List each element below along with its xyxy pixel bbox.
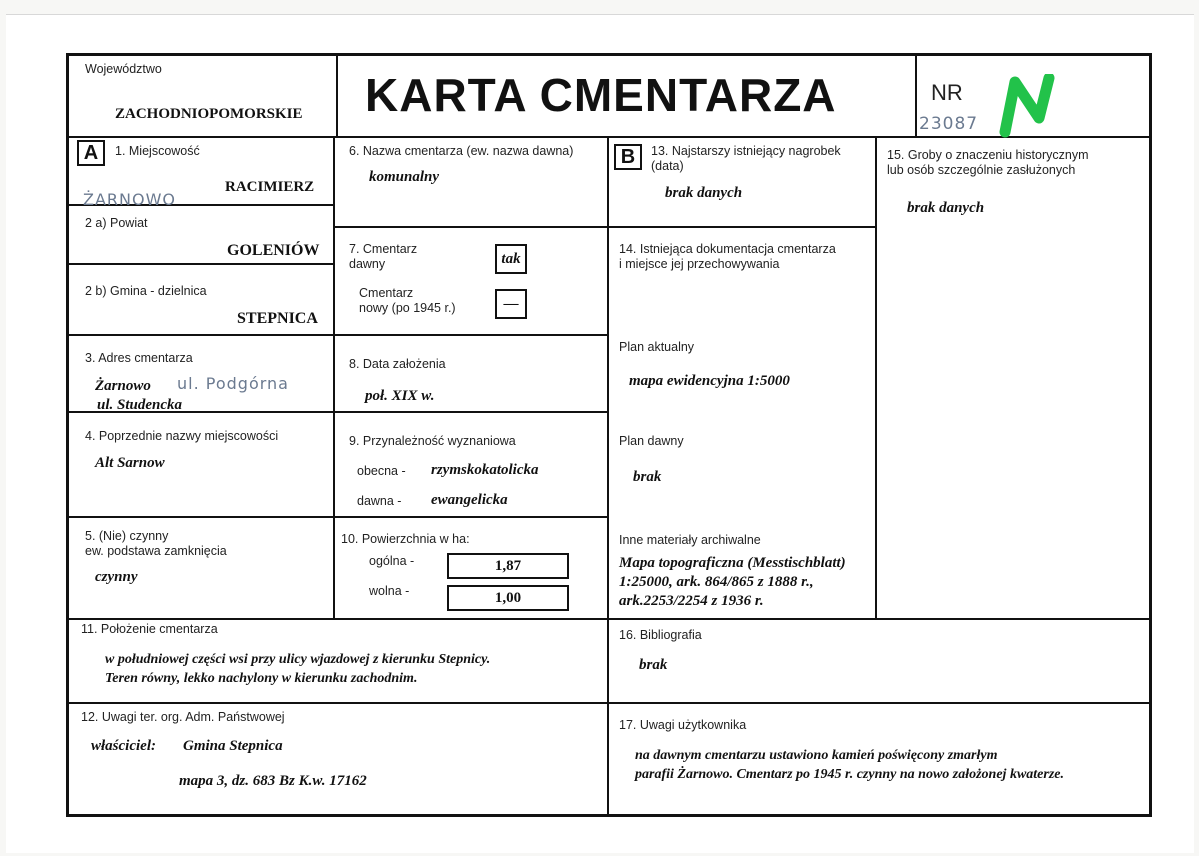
f9-former-value: ewangelicka	[431, 492, 508, 508]
f5-label: 5. (Nie) czynny ew. podstawa zamknięcia	[85, 529, 227, 558]
f3-handwritten: ul. Podgórna	[177, 374, 289, 393]
f16-label: 16. Bibliografia	[619, 628, 702, 642]
f10-total-value-box: 1,87	[447, 553, 569, 579]
f14-plan-old-label: Plan dawny	[619, 434, 684, 448]
divider	[69, 702, 1149, 704]
f12-owner-label: właściciel:	[91, 738, 156, 754]
f2b-value: STEPNICA	[237, 310, 318, 327]
divider	[69, 136, 1149, 138]
f14-other-label: Inne materiały archiwalne	[619, 533, 761, 547]
divider	[69, 618, 1149, 620]
f1-value: RACIMIERZ	[225, 179, 315, 195]
f11-value: w południowej części wsi przy ulicy wjazdowej z kierunku Stepnicy. Teren równy, lekko nachylony w kierunku zachodnim.	[105, 652, 491, 686]
f2a-value: GOLENIÓW	[227, 242, 320, 259]
f8-label: 8. Data założenia	[349, 357, 446, 371]
f13-label: 13. Najstarszy istniejący nagrobek (data)	[651, 144, 841, 173]
f7-label-new: Cmentarz nowy (po 1945 r.)	[359, 286, 456, 315]
f3-value-line1: Żarnowo	[95, 378, 151, 394]
green-checkmark-icon	[997, 74, 1061, 138]
f10-free-value-box: 1,00	[447, 585, 569, 611]
f9-former-label: dawna -	[357, 494, 402, 508]
wojewodztwo-label: Województwo	[85, 62, 162, 76]
f7-label-old: 7. Cmentarz dawny	[349, 242, 418, 271]
nr-label: NR	[931, 80, 963, 105]
f17-label: 17. Uwagi użytkownika	[619, 718, 747, 732]
f9-current-label: obecna -	[357, 464, 406, 478]
f14-label: 14. Istniejąca dokumentacja cmentarza i miejsce jej przechowywania	[619, 242, 836, 271]
divider	[336, 56, 338, 136]
f10-total-label: ogólna -	[369, 554, 415, 568]
f12-label: 12. Uwagi ter. org. Adm. Państwowej	[81, 710, 285, 724]
f3-value-line2: ul. Studencka	[97, 397, 183, 413]
f17-value: na dawnym cmentarzu ustawiono kamień poświęcony zmarłym parafii Żarnowo. Cmentarz po 1945 r. czynny na nowo założonej kwaterze.	[635, 748, 1065, 782]
f12-map-value: mapa 3, dz. 683 Bz K.w. 17162	[179, 773, 367, 789]
f14-plan-old-value: brak	[633, 469, 662, 485]
divider	[333, 136, 335, 618]
f14-other-value: Mapa topograficzna (Messtischblatt) 1:25000, ark. 864/865 z 1888 r., ark.2253/2254 z 1936 r.	[619, 555, 846, 609]
f11-label: 11. Położenie cmentarza	[81, 622, 218, 636]
divider	[915, 56, 917, 136]
f5-value: czynny	[95, 569, 138, 585]
f12-owner-value: Gmina Stepnica	[183, 738, 283, 754]
cemetery-card	[66, 53, 1152, 817]
f15-label: 15. Groby o znaczeniu historycznym lub osób szczególnie zasłużonych	[887, 148, 1089, 177]
divider	[607, 226, 875, 228]
f16-value: brak	[639, 657, 668, 673]
f2b-label: 2 b) Gmina - dzielnica	[85, 284, 207, 298]
f4-value: Alt Sarnow	[95, 455, 165, 471]
divider	[69, 334, 607, 336]
nr-handwritten: 23087	[919, 114, 979, 134]
f9-label: 9. Przynależność wyznaniowa	[349, 434, 516, 448]
f7-new-value-box: —	[495, 289, 527, 319]
f10-free-label: wolna -	[369, 584, 410, 598]
f10-label: 10. Powierzchnia w ha:	[341, 532, 470, 546]
f3-label: 3. Adres cmentarza	[85, 351, 193, 365]
wojewodztwo-value: ZACHODNIOPOMORSKIE	[115, 106, 303, 122]
f7-old-value-box: tak	[495, 244, 527, 274]
divider	[69, 516, 607, 518]
section-a-badge: A	[77, 140, 105, 166]
f9-current-value: rzymskokatolicka	[431, 462, 539, 478]
f14-plan-current-value: mapa ewidencyjna 1:5000	[629, 373, 790, 389]
f14-plan-current-label: Plan aktualny	[619, 340, 695, 354]
divider	[333, 226, 607, 228]
f6-value: komunalny	[369, 169, 440, 185]
divider	[875, 136, 877, 618]
f1-label: 1. Miejscowość	[115, 144, 200, 158]
f15-value: brak danych	[907, 200, 985, 216]
f6-label: 6. Nazwa cmentarza (ew. nazwa dawna)	[349, 144, 574, 158]
f4-label: 4. Poprzednie nazwy miejscowości	[85, 429, 279, 443]
f2a-label: 2 a) Powiat	[85, 216, 148, 230]
section-b-badge: B	[614, 144, 642, 170]
f13-value: brak danych	[665, 185, 743, 201]
page-title: KARTA CMENTARZA	[365, 69, 837, 121]
f8-value: poł. XIX w.	[365, 388, 435, 404]
divider	[69, 263, 333, 265]
f1-handwritten: ŻARNOWO	[83, 190, 176, 209]
divider	[607, 136, 609, 814]
